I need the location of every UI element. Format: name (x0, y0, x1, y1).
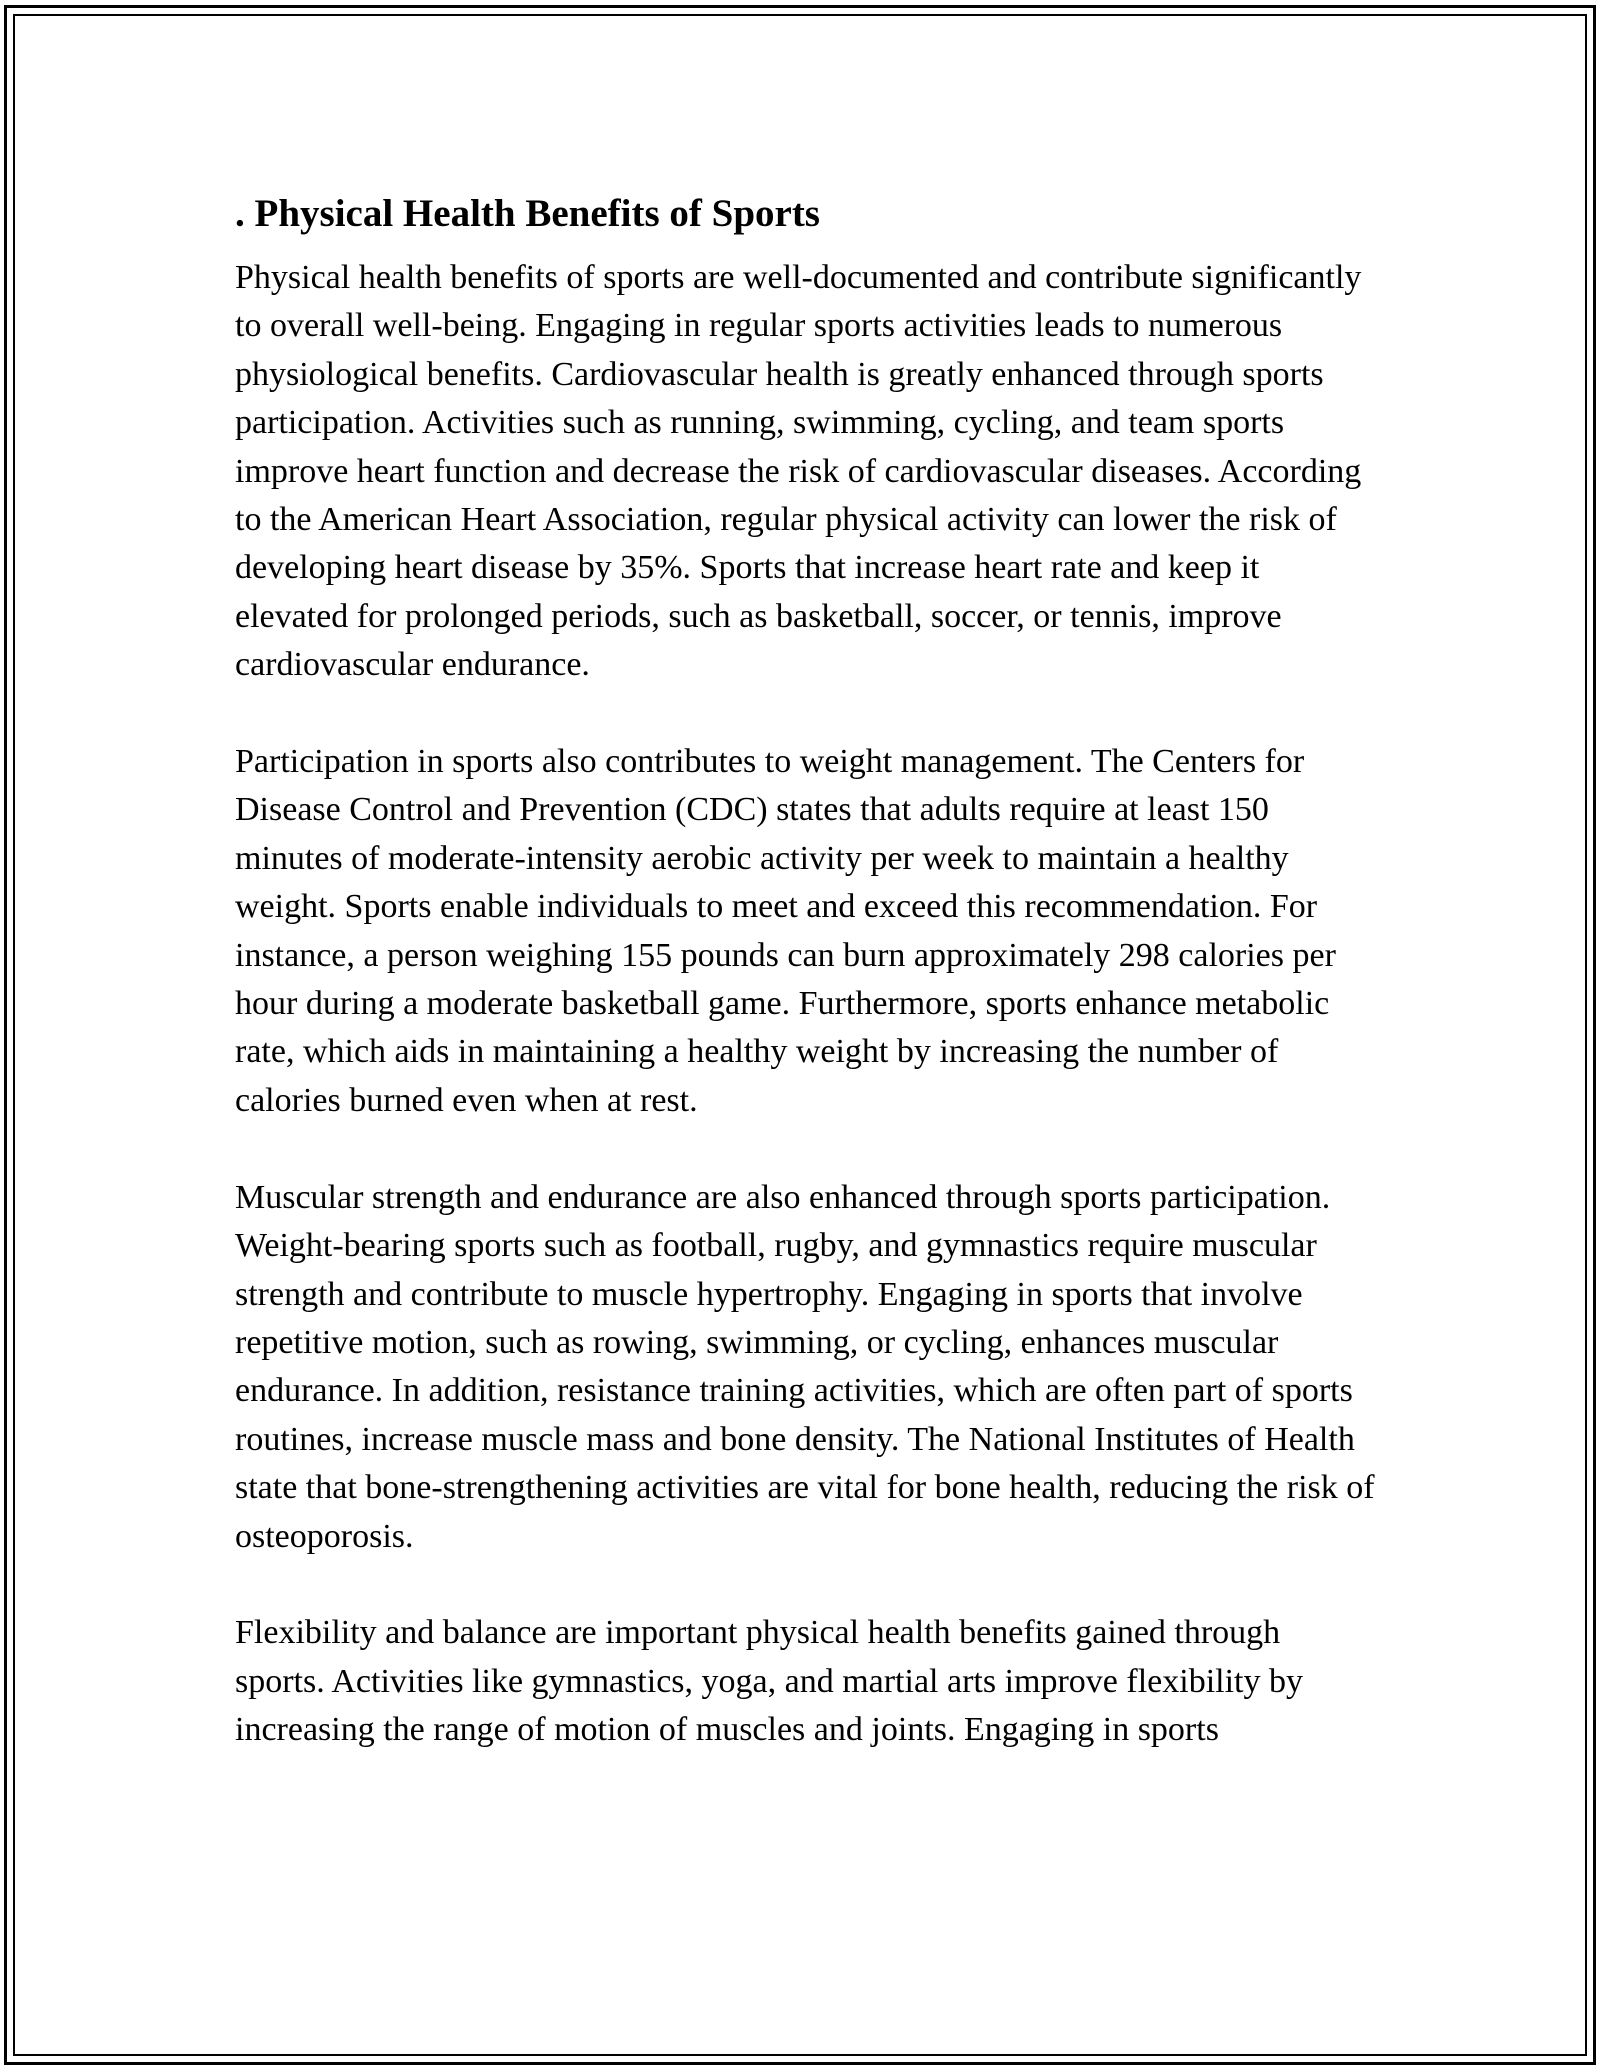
paragraph-weight-management: Participation in sports also contributes to weight management. The Centers for Disease Control and Prevention (CDC) states that adults require at least 150 minutes of moderate-intensity aerobic activity per week to maintain a healthy weight. Sports enable individuals to meet and exceed this recommendation. For instance, a person weighing 155 pounds can burn approximately 298 calories per hour during a moderate basketball game. Furthermore, sports enhance metabolic rate, which aids in maintaining a healthy weight by increasing the number of calories burned even when at rest. (235, 743, 1336, 1119)
paragraph-flexibility-balance: Flexibility and balance are important physical health benefits gained through sports. Activities like gymnastics, yoga, and martial arts improve flexibility by increasing the range of motion of muscles and joints. Engaging in sports (235, 1614, 1303, 1749)
section-heading: . Physical Health Benefits of Sports (235, 192, 820, 235)
document-body (235, 188, 1375, 1803)
paragraph-muscular-strength: Muscular strength and endurance are also enhanced through sports participation. Weight-bearing sports such as football, rugby, and gymnastics require muscular strength and contribute to muscle hypertrophy. Engaging in sports that involve repetitive motion, such as rowing, swimming, or cycling, enhances muscular endurance. In addition, resistance training activities, which are often part of sports routines, increase muscle mass and bone density. The National Institutes of Health state that bone-strengthening activities are vital for bone health, reducing the risk of osteoporosis. (235, 1178, 1375, 1555)
paragraph-cardiovascular: Physical health benefits of sports are well-documented and contribute significantly to overall well-being. Engaging in regular sports activities leads to numerous physiological benefits. Cardiovascular health is greatly enhanced through sports participation. Activities such as running, swimming, cycling, and team sports improve heart function and decrease the risk of cardiovascular diseases. According to the American Heart Association, regular physical activity can lower the risk of developing heart disease by 35%. Sports that increase heart rate and keep it elevated for prolonged periods, such as basketball, soccer, or tennis, improve cardiovascular endurance. (235, 259, 1362, 684)
